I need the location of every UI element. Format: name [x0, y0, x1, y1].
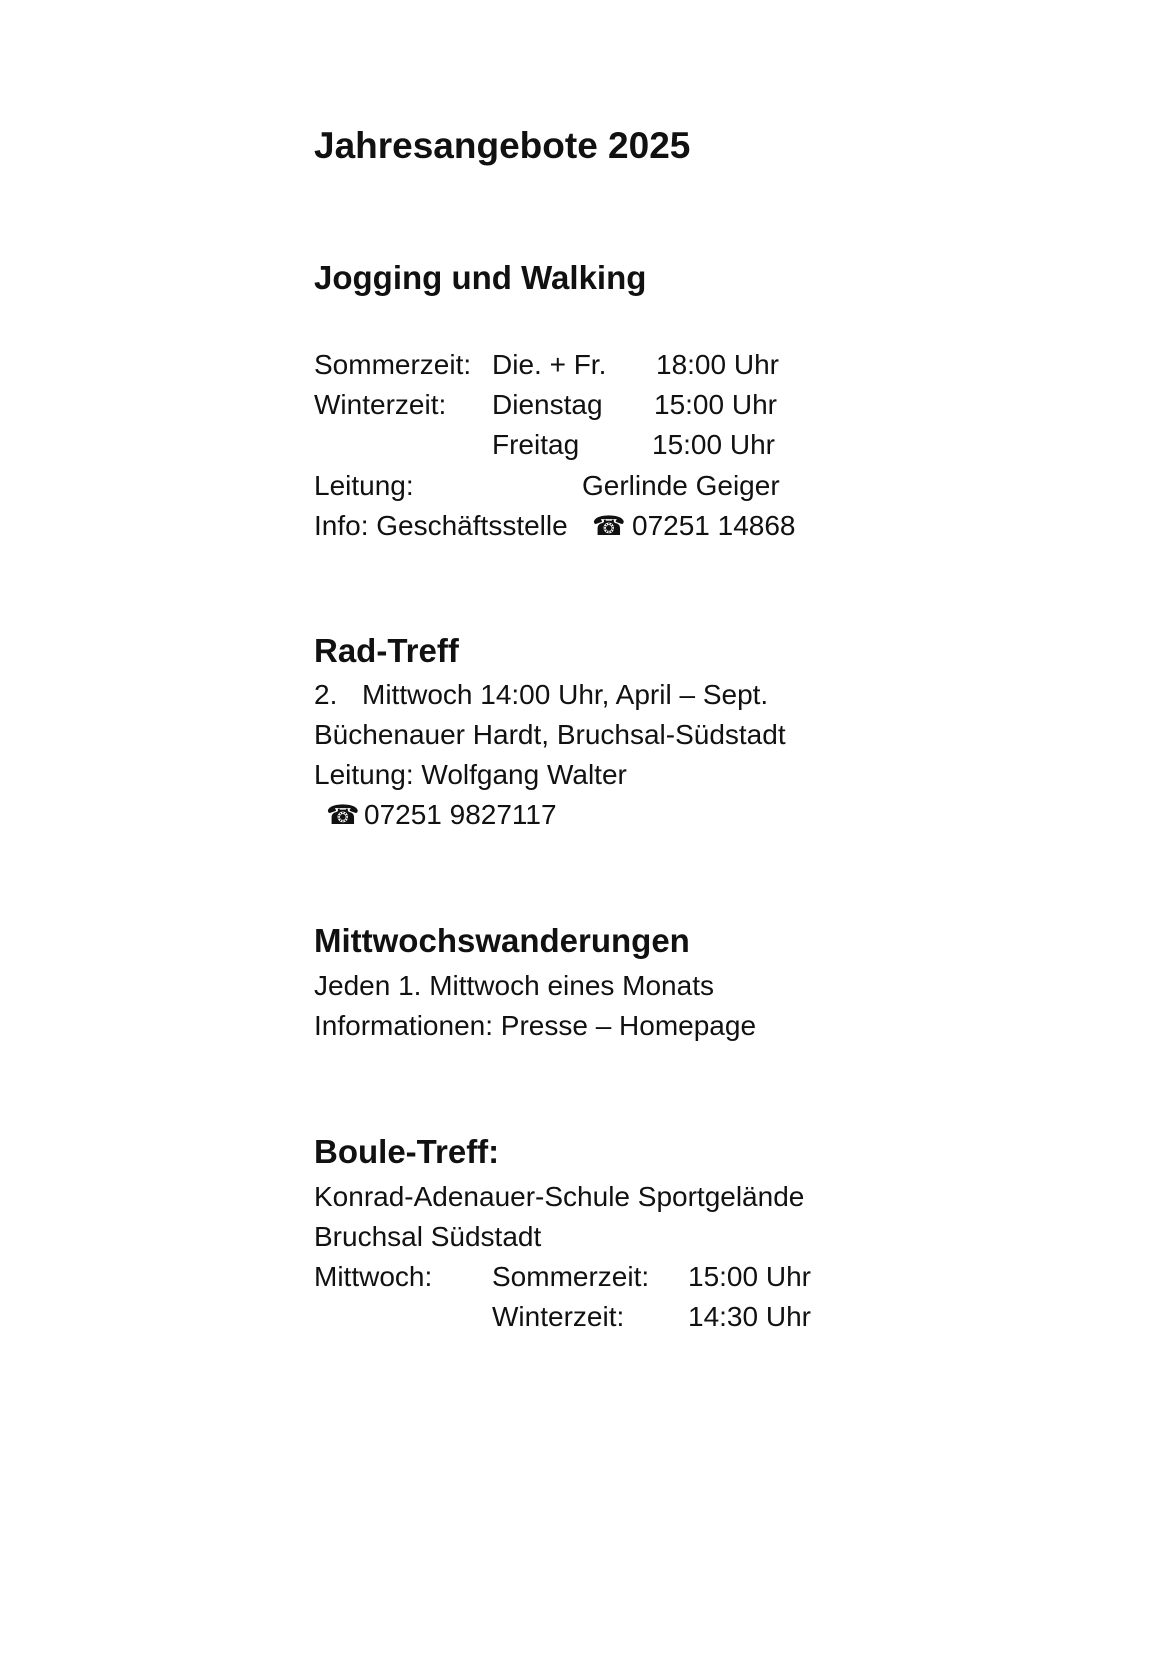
jogging-sommer-days: Die. + Fr. [492, 349, 607, 380]
jogging-leitung-name: Gerlinde Geiger [582, 470, 780, 501]
jogging-winter-time2: 15:00 Uhr [652, 429, 775, 460]
radtreff-phone-number: 07251 9827117 [364, 799, 557, 830]
bouletreff-line1: Konrad-Adenauer-Schule Sportgelände [314, 1181, 805, 1212]
jogging-winter-time1: 15:00 Uhr [654, 389, 777, 420]
jogging-info-text: Info: Geschäftsstelle [314, 510, 568, 541]
radtreff-line2: Büchenauer Hardt, Bruchsal-Südstadt [314, 719, 786, 750]
bouletreff-winter-time: 14:30 Uhr [688, 1301, 811, 1332]
bouletreff-sommer-time: 15:00 Uhr [688, 1261, 811, 1292]
bouletreff-sommer-label: Sommerzeit: [492, 1261, 650, 1292]
jogging-leitung-label: Leitung: [314, 470, 414, 501]
jogging-winter-label: Winterzeit: [314, 389, 447, 420]
jogging-winter-day2: Freitag [492, 429, 580, 460]
radtreff-heading: Rad-Treff [314, 632, 459, 669]
mittwochswanderungen-line1: Jeden 1. Mittwoch eines Monats [314, 970, 714, 1001]
mittwochswanderungen-line2: Informationen: Presse – Homepage [314, 1010, 757, 1041]
phone-icon: ☎ [592, 511, 626, 541]
bouletreff-day-label: Mittwoch: [314, 1261, 433, 1292]
mittwochswanderungen-heading: Mittwochswanderungen [314, 922, 690, 959]
phone-icon: ☎ [326, 800, 360, 830]
jogging-sommer-label: Sommerzeit: [314, 349, 472, 380]
jogging-phone-number: 07251 14868 [632, 510, 796, 541]
bouletreff-winter-label: Winterzeit: [492, 1301, 625, 1332]
radtreff-line3: Leitung: Wolfgang Walter [314, 759, 627, 790]
bouletreff-heading: Boule-Treff: [314, 1133, 500, 1170]
page-title: Jahresangebote 2025 [314, 125, 691, 166]
radtreff-line1-number: 2. [314, 679, 338, 710]
radtreff-line1-text: Mittwoch 14:00 Uhr, April – Sept. [362, 679, 769, 710]
jogging-winter-day1: Dienstag [492, 389, 603, 420]
jogging-sommer-time: 18:00 Uhr [656, 349, 779, 380]
bouletreff-line2: Bruchsal Südstadt [314, 1221, 542, 1252]
jogging-heading: Jogging und Walking [314, 259, 647, 296]
